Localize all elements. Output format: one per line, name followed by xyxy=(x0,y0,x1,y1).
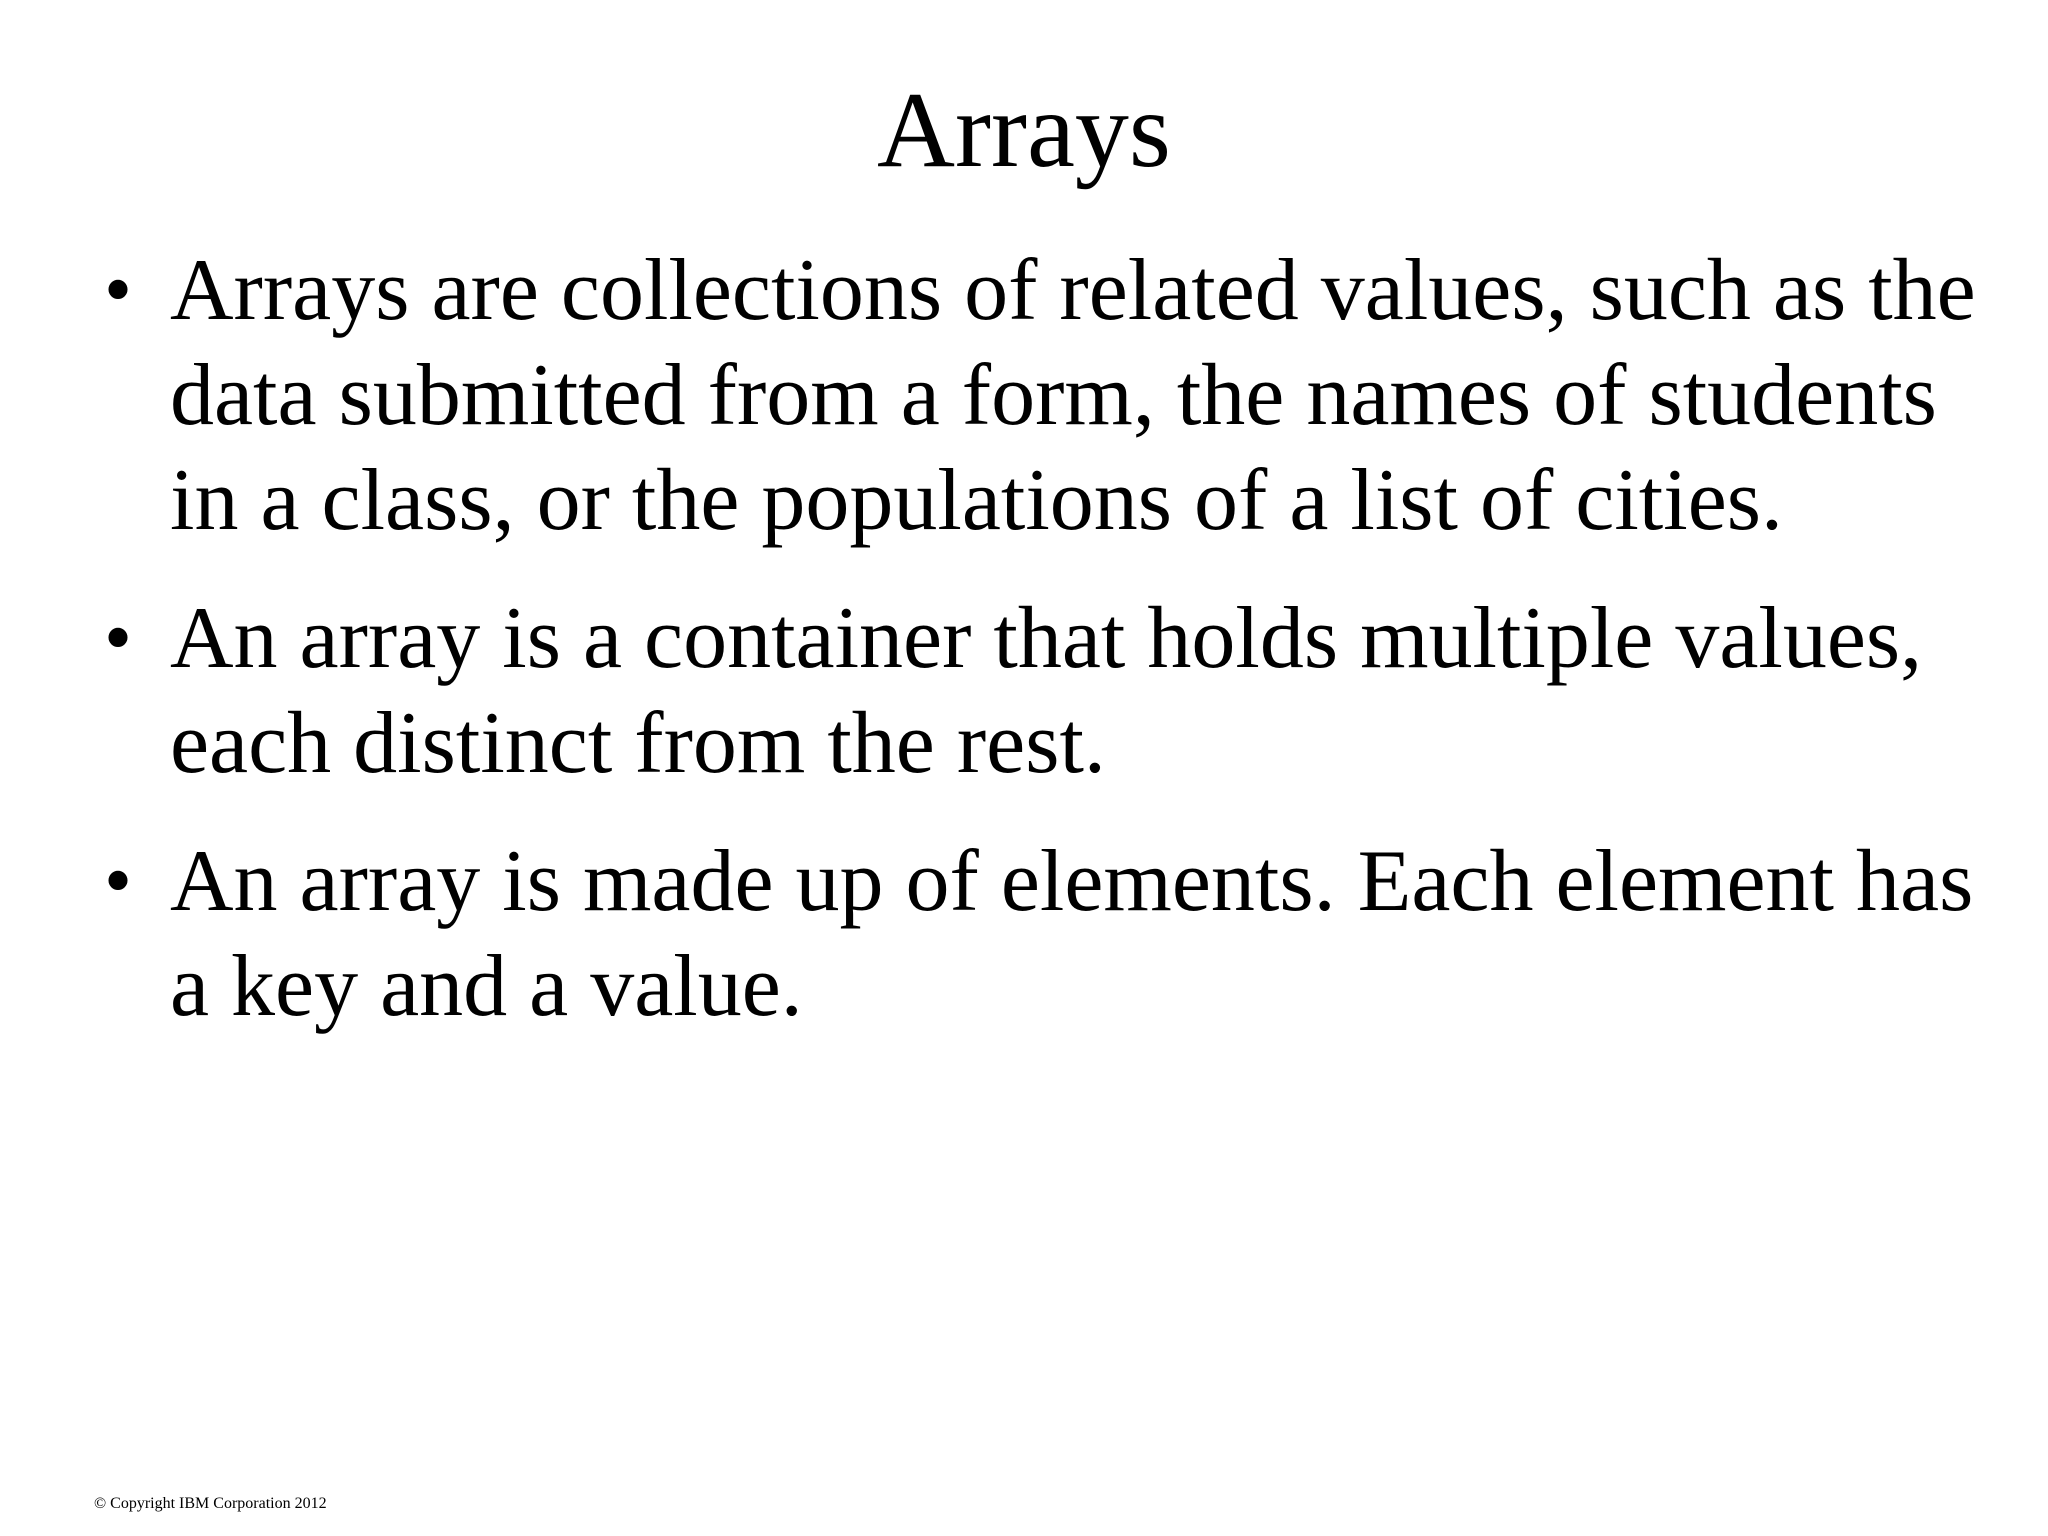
slide-title: Arrays xyxy=(877,71,1171,190)
copyright-footer: © Copyright IBM Corporation 2012 xyxy=(94,1495,327,1512)
bullet-list xyxy=(100,238,2000,1072)
bullet-dot-icon: • xyxy=(104,246,133,334)
bullet-text: An array is made up of elements. Each element has a key and a value. xyxy=(170,833,1974,1035)
bullet-item xyxy=(100,829,2000,1039)
bullet-dot-icon: • xyxy=(104,594,133,682)
bullet-dot-icon: • xyxy=(104,837,133,925)
bullet-text: Arrays are collections of related values, such as the data submitted from a form, the names of students in a class, or the populations of a list of cities. xyxy=(170,242,1976,549)
bullet-item xyxy=(100,586,2000,796)
bullet-text: An array is a container that holds multiple values, each distinct from the rest. xyxy=(170,590,1923,792)
bullet-item xyxy=(100,238,2000,553)
